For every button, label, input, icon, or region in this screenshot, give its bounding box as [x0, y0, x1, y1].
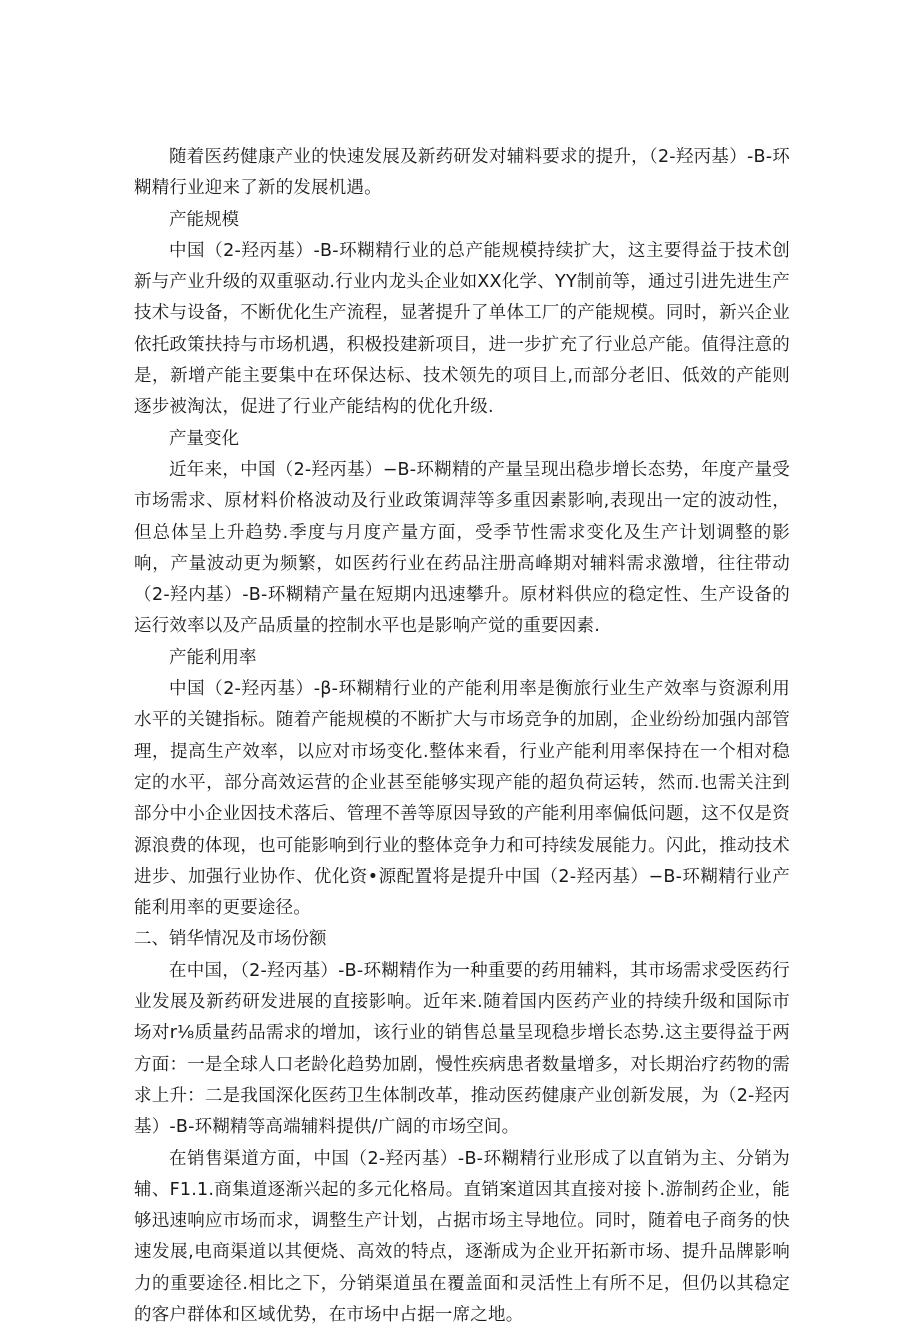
utilization-heading: 产能利用率: [134, 643, 790, 674]
capacity-paragraph: 中国（2-羟丙基）-B-环糊精行业的总产能规模持续扩大，这主要得益于技术创新与产业升级的双重驱动.行业内龙头企业如XX化学、YY制前等，通过引进先进生产技术与设备，不断优化生产流程，显著提升了单体工厂的产能规模。同时，新兴企业依托政策扶持与市场机遇，积极投建新项目，进一步扩充了行业总产能。值得注意的是，新增产能主要集中在环保达标、技术领先的项目上,而部分老旧、低效的产能则逐步被淘汰，促进了行业产能结构的优化升级.: [134, 236, 790, 424]
output-heading: 产量变化: [134, 424, 790, 455]
document-page: [134, 142, 790, 1331]
sales-paragraph-2: 在销售渠道方面，中国（2-羟丙基）-B-环糊精行业形成了以直销为主、分销为辅、F1.1.商集道逐渐兴起的多元化格局。直销案道因其直接对接卜.游制药企业，能够迅速响应市场而求，调整生产计划，占据市场主导地位。同时，随着电子商务的快速发展,电商渠道以其便烧、高效的特点，逐渐成为企业开拓新市场、提升品牌影响力的重要途径.相比之下，分销渠道虽在覆盖面和灵活性上有所不足，但仍以其稳定的客户群体和区域优势，在市场中占据一席之地。: [134, 1144, 790, 1331]
capacity-heading: 产能规模: [134, 205, 790, 236]
utilization-paragraph: 中国（2-羟丙基）-β-环糊精行业的产能利用率是衡旅行业生产效率与资源利用水平的关键指标。随着产能规模的不断扩大与市场竞争的加剧，企业纷纷加强内部管理，提高生产效率，以应对市场变化.整体来看，行业产能利用率保持在一个相对稳定的水平，部分高效运营的企业甚至能够实现产能的超负荷运转，然而.也需关注到部分中小企业因技术落后、管理不善等原因导致的产能利用率偏低问题，这不仅是资源浪费的体现，也可能影响到行业的整体竞争力和可持续发展能力。闪此，推动技术进步、加强行业协作、优化资•源配置将是提升中国（2-羟丙基）−B-环糊精行业产能利用率的更要途径。: [134, 674, 790, 924]
section-2-heading: 二、销华情况及市场份额: [134, 924, 790, 955]
output-paragraph: 近年来，中国（2-羟丙基）−B-环糊精的产量呈现出稳步增长态势，年度产量受市场需求、原材料价格波动及行业政策调萍等多重因素影响,表现出一定的波动性，但总体呈上升趋势.季度与月度产量方面，受季节性需求变化及生产计划调整的影响，产量波动更为频繁，如医药行业在药品注册高峰期对辅料需求激增，往往带动（2-羟内基）-B-环糊精产量在短期内迅速攀升。原材料供应的稳定性、生产设备的运行效率以及产品质量的控制水平也是影响产觉的重要因素.: [134, 455, 790, 643]
intro-paragraph: 随着医药健康产业的快速发展及新药研发对辅料要求的提升，（2-羟丙基）-B-环糊精行业迎来了新的发展机遇。: [134, 142, 790, 205]
sales-paragraph-1: 在中国，（2-羟丙基）-B-环糊精作为一种重要的药用辅料，其市场需求受医药行业发展及新药研发进展的直接影响。近年来.随着国内医药产业的持续升级和国际市场对r⅛质量药品需求的增加，该行业的销售总量呈现稳步增长态势.这主要得益于两方面：一是全球人口老龄化趋势加剧，慢性疾病患者数量增多，对长期治疗药物的需求上升：二是我国深化医药卫生体制改革，推动医药健康产业创新发展，为（2-羟丙基）-B-环糊精等高端辅料提供/广阔的市场空间。: [134, 956, 790, 1144]
